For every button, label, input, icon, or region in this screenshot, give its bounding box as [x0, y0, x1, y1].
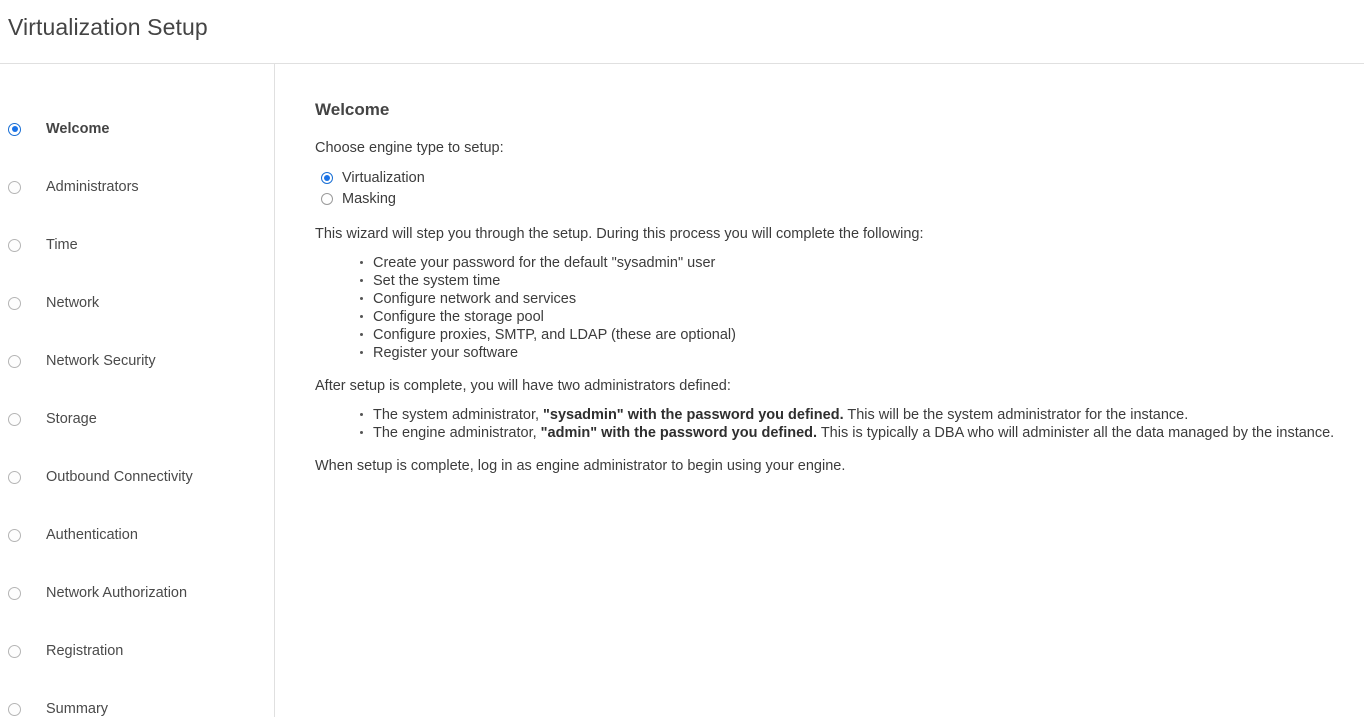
step-radio-icon[interactable] — [8, 703, 21, 716]
sidebar-item-network[interactable] — [0, 274, 274, 332]
step-radio-icon[interactable] — [8, 355, 21, 368]
step-radio-icon[interactable] — [8, 239, 21, 252]
radio-icon[interactable] — [321, 193, 333, 205]
page-title: Virtualization Setup — [8, 14, 208, 40]
sidebar-item-label: Authentication — [46, 527, 138, 543]
engine-option-label: Virtualization — [342, 169, 425, 186]
sidebar-item-registration[interactable] — [0, 622, 274, 680]
sidebar-item-label: Time — [46, 237, 78, 253]
admin-prefix: The engine administrator, — [373, 425, 541, 441]
engine-option-masking[interactable] — [321, 189, 1364, 208]
setup-task-list — [315, 254, 1364, 362]
engine-option-label: Masking — [342, 190, 396, 207]
radio-icon[interactable] — [321, 172, 333, 184]
sidebar-item-administrators[interactable] — [0, 158, 274, 216]
sidebar-item-label: Network Security — [46, 353, 156, 369]
list-item: Set the system time — [373, 272, 1364, 290]
sidebar-item-summary[interactable] — [0, 680, 274, 717]
closing-text: When setup is complete, log in as engine administrator to begin using your engine. — [315, 458, 846, 474]
sidebar-item-label: Administrators — [46, 179, 139, 195]
sidebar-item-label: Welcome — [46, 121, 110, 137]
list-item: Create your password for the default "sysadmin" user — [373, 254, 1364, 272]
admin-suffix: This will be the system administrator for the instance. — [843, 407, 1189, 423]
sidebar-item-label: Network — [46, 295, 100, 311]
step-radio-icon[interactable] — [8, 123, 21, 136]
list-item — [373, 424, 1364, 442]
sidebar-item-label: Outbound Connectivity — [46, 469, 193, 485]
admin-suffix: This is typically a DBA who will administer all the data managed by the instance. — [817, 425, 1335, 441]
admin-prefix: The system administrator, — [373, 407, 544, 423]
step-radio-icon[interactable] — [8, 181, 21, 194]
step-radio-icon[interactable] — [8, 645, 21, 658]
list-item — [373, 406, 1364, 424]
sidebar-item-authentication[interactable] — [0, 506, 274, 564]
engine-type-radio-group — [321, 168, 1364, 208]
sidebar-item-welcome[interactable] — [0, 100, 274, 158]
sidebar-item-network-security[interactable] — [0, 332, 274, 390]
administrators-list — [315, 406, 1364, 442]
admin-bold: "admin" with the password you defined. — [540, 425, 818, 441]
administrators-intro-text: After setup is complete, you will have two administrators defined: — [315, 378, 731, 394]
wizard-intro-text: This wizard will step you through the setup. During this process you will complete the following: — [315, 226, 924, 242]
step-radio-icon[interactable] — [8, 297, 21, 310]
step-radio-icon[interactable] — [8, 471, 21, 484]
body-area — [0, 64, 1364, 717]
sidebar-item-label: Summary — [46, 701, 109, 717]
step-radio-icon[interactable] — [8, 587, 21, 600]
sidebar-item-outbound-connectivity[interactable] — [0, 448, 274, 506]
content-title: Welcome — [315, 100, 390, 119]
sidebar-item-time[interactable] — [0, 216, 274, 274]
sidebar-item-storage[interactable] — [0, 390, 274, 448]
page-header — [0, 0, 1364, 64]
list-item: Register your software — [373, 344, 1364, 362]
list-item: Configure network and services — [373, 290, 1364, 308]
engine-option-virtualization[interactable] — [321, 168, 1364, 187]
main-content — [275, 64, 1364, 717]
sidebar-item-network-authorization[interactable] — [0, 564, 274, 622]
admin-bold: "sysadmin" with the password you defined. — [543, 407, 844, 423]
setup-steps-sidebar — [0, 64, 275, 717]
sidebar-item-label: Registration — [46, 643, 124, 659]
step-radio-icon[interactable] — [8, 529, 21, 542]
list-item: Configure the storage pool — [373, 308, 1364, 326]
sidebar-item-label: Network Authorization — [46, 585, 188, 601]
sidebar-item-label: Storage — [46, 411, 97, 427]
step-radio-icon[interactable] — [8, 413, 21, 426]
list-item: Configure proxies, SMTP, and LDAP (these are optional) — [373, 326, 1364, 344]
choose-engine-label: Choose engine type to setup: — [315, 140, 504, 156]
